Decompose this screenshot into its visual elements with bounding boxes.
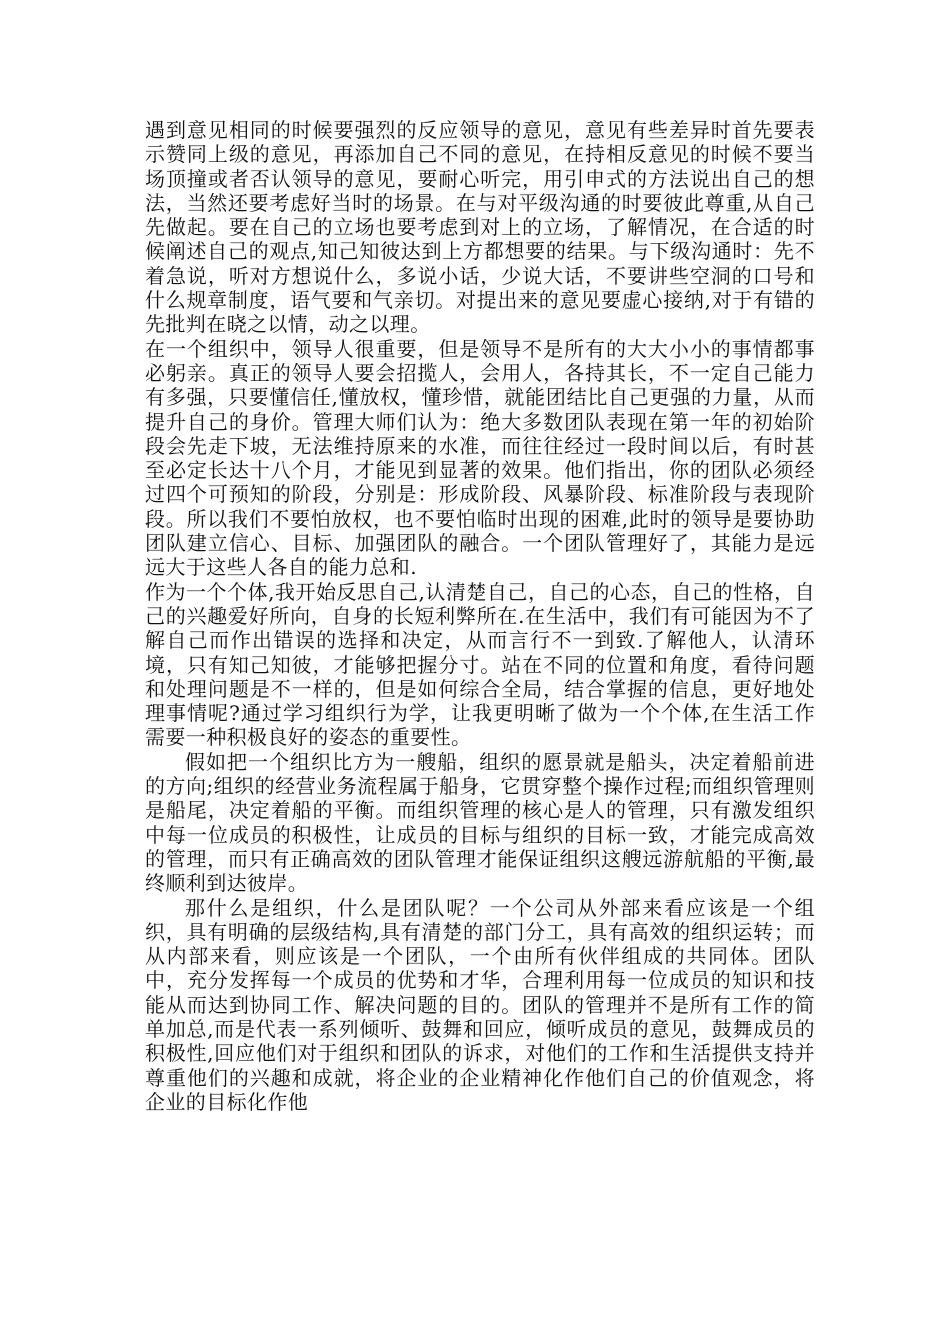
document-body: [145, 118, 815, 1114]
paragraph-self-reflection: 作为一个个体,我开始反思自己,认清楚自己，自己的心态，自己的性格，自己的兴趣爱好所向，自身的长短利弊所在.在生活中，我们有可能因为不了解自己而作出错误的选择和决定，从而言行不一到致.了解他人，认清环境，只有知己知彼，才能够把握分寸。站在不同的位置和角度，看待问题和处理问题是不一样的，但是如何综合全局，结合掌握的信息，更好地处理事情呢?通过学习组织行为学，让我更明晰了做为一个个体,在生活工作需要一种积极良好的姿态的重要性。: [145, 579, 815, 750]
paragraph-ship-metaphor: 假如把一个组织比方为一艘船，组织的愿景就是船头，决定着船前进的方向;组织的经营业务流程属于船身，它贯穿整个操作过程;而组织管理则是船尾，决定着船的平衡。而组织管理的核心是人的管理，只有激发组织中每一位成员的积极性，让成员的目标与组织的目标一致，才能完成高效的管理，而只有正确高效的团队管理才能保证组织这艘远游航船的平衡,最终顺利到达彼岸。: [145, 749, 815, 896]
paragraph-organization-team: 那什么是组织，什么是团队呢？一个公司从外部来看应该是一个组织，具有明确的层级结构,具有清楚的部门分工，具有高效的组织运转；而从内部来看，则应该是一个团队，一个由所有伙伴组成的共同体。团队中，充分发挥每一个成员的优势和才华，合理利用每一位成员的知识和技能从而达到协同工作、解决问题的目的。团队的管理并不是所有工作的简单加总,而是代表一系列倾听、鼓舞和回应，倾听成员的意见，鼓舞成员的积极性,回应他们对于组织和团队的诉求，对他们的工作和生活提供支持并尊重他们的兴趣和成就，将企业的企业精神化作他们自己的价值观念，将企业的目标化作他: [145, 895, 815, 1114]
paragraph-communication: 遇到意见相同的时候要强烈的反应领导的意见，意见有些差异时首先要表示赞同上级的意见，再添加自己不同的意见，在持相反意见的时候不要当场顶撞或者否认领导的意见，要耐心听完，用引申式的方法说出自己的想法，当然还要考虑好当时的场景。在与对平级沟通的时要彼此尊重,从自己先做起。要在自己的立场也要考虑到对上的立场，了解情况，在合适的时候阐述自己的观点,知己知彼达到上方都想要的结果。与下级沟通时：先不着急说，听对方想说什么，多说小话，少说大话，不要讲些空洞的口号和什么规章制度，语气要和气亲切。对提出来的意见要虚心接纳,对于有错的先批判在晓之以情，动之以理。: [145, 118, 815, 337]
paragraph-leadership: 在一个组织中，领导人很重要，但是领导不是所有的大大小小的事情都事必躬亲。真正的领导人要会招揽人，会用人，各持其长，不一定自己能力有多强，只要懂信任,懂放权，懂珍惜，就能团结比自己更强的力量，从而提升自己的身价。管理大师们认为：绝大多数团队表现在第一年的初始阶段会先走下坡，无法维持原来的水准，而往往经过一段时间以后，有时甚至必定长达十八个月，才能见到显著的效果。他们指出，你的团队必须经过四个可预知的阶段，分别是：形成阶段、风暴阶段、标准阶段与表现阶段。所以我们不要怕放权，也不要怕临时出现的困难,此时的领导是要协助团队建立信心、目标、加强团队的融合。一个团队管理好了，其能力是远远大于这些人各自的能力总和.: [145, 336, 815, 580]
